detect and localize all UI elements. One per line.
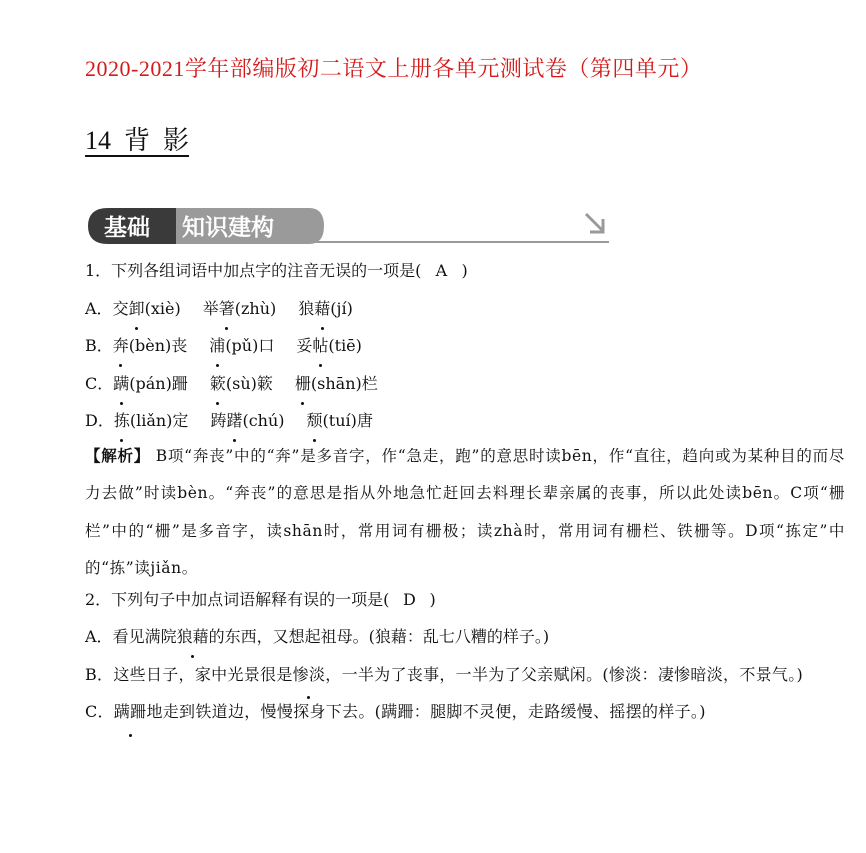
q2-option-a: A．看见满院狼藉的东西，又想起祖母。(狼藉：乱七八糟的样子。): [85, 622, 845, 660]
section-banner: [84, 204, 609, 248]
lesson-title: 背 影: [124, 126, 190, 155]
banner-bold-text: 基础: [104, 215, 150, 241]
q1-option-b: B．奔(bèn)丧 浦(pǔ)口 妥帖(tiē): [85, 331, 845, 369]
banner-light-text: 知识建构: [182, 215, 274, 241]
q2-option-b: B．这些日子，家中光景很是惨淡，一半为了丧事，一半为了父亲赋闲。(惨淡：凄惨暗淡，不景气。): [85, 656, 845, 694]
arrow-down-right-icon: [586, 214, 603, 232]
analysis-tag: 【解析】: [85, 445, 151, 465]
q1-answer: A: [435, 261, 448, 280]
lesson-heading: [85, 120, 189, 157]
q1-option-c: C．蹒(pán)跚 簌(sù)簌 栅(shān)栏: [85, 369, 845, 407]
q1-option-a: A．交卸(xiè) 举箸(zhù) 狼藉(jí): [85, 294, 845, 332]
q1-analysis: 【解析】 B项“奔丧”中的“奔”是多音字，作“急走，跑”的意思时读bēn，作“直往，趋向或为某种目的而尽力去做”时读bèn。“奔丧”的意思是指从外地急忙赶回去料理长辈亲属的丧事，所以此处读bēn。C项“栅栏”中的“栅”是多音字，读shān时，常用词有栅极；读zhà时，常用词有栅栏、铁栅等。D项“拣定”中的“拣”读jiǎn。: [85, 445, 846, 577]
question-content: [85, 256, 845, 731]
document-title: 2020-2021学年部编版初二语文上册各单元测试卷（第四单元）: [85, 56, 703, 81]
q2-stem: 2．下列句子中加点词语解释有误的一项是( D ): [85, 585, 845, 623]
q1-stem: 1．下列各组词语中加点字的注音无误的一项是( A ): [85, 256, 845, 294]
q2-option-c: C．蹒跚地走到铁道边，慢慢探身下去。(蹒跚：腿脚不灵便，走路缓慢、摇摆的样子。): [85, 693, 845, 731]
q1-option-d: D．拣(liǎn)定 踌躇(chú) 颓(tuí)唐: [85, 406, 845, 444]
lesson-number: 14: [85, 126, 111, 155]
q2-answer: D: [403, 589, 416, 609]
